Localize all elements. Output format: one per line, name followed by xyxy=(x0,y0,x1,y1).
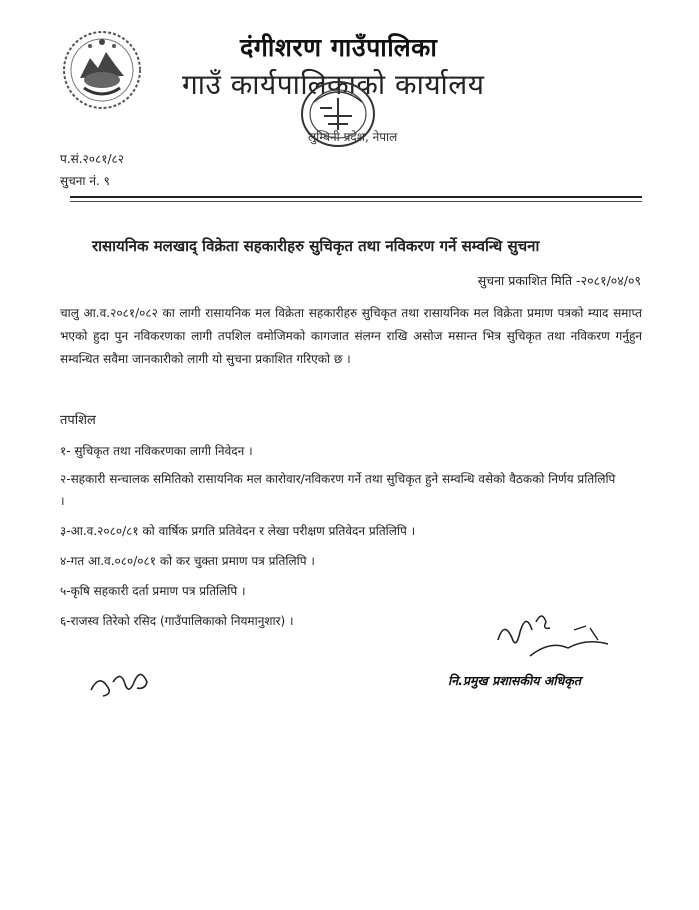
signatory-designation: नि.प्रमुख प्रशासकीय अधिकृत xyxy=(448,673,582,688)
list-item: १- सुचिकृत तथा नविकरणका लागी निवेदन । xyxy=(60,444,253,458)
notice-body: चालु आ.व.२०८१/०८२ का लागी रासायनिक मल विक्रेता सहकारीहरु सुचिकृत तथा रासायनिक मल विक्रेता प्रमाण पत्रको म्याद समाप्त भएको हुदा पुन नविकरणका लागी तपशिल वमोजिमको कागजात संलग्न राखि असोज मसान्त भित्र सुचिकृत तथा नविकरण गर्नुहुन सम्वन्धित सवैमा जानकारीको लागी यो सुचना प्रकाशित गरिएको छ । xyxy=(60,306,642,366)
notice-subject: रासायनिक मलखाद् विक्रेता सहकारीहरु सुचिकृत तथा नविकरण गर्ने सम्वन्धि सुचना xyxy=(92,237,540,255)
letter-number: प.सं.२०८१/८२ xyxy=(60,152,125,166)
municipality-name: दंगीशरण गाउँपालिका xyxy=(240,33,438,62)
signature-icon xyxy=(490,600,620,670)
list-item: ४-गत आ.व.०८०/०८१ को कर चुक्ता प्रमाण पत्र प्रतिलिपि । xyxy=(60,554,315,568)
header-divider-thin xyxy=(70,201,642,202)
notice-number: सुचना नं. ९ xyxy=(60,174,110,188)
office-stamp-icon xyxy=(298,78,378,150)
office-name: गाउँ कार्यपालिकाको कार्यालय xyxy=(182,68,485,101)
list-item: ६-राजस्व तिरेको रसिद (गाउँपालिकाको नियमानुशार) । xyxy=(60,614,294,628)
nepal-emblem-icon xyxy=(60,28,144,112)
publish-date: सुचना प्रकाशित मिति -२०८१/०४/०९ xyxy=(477,273,641,288)
details-heading: तपशिल xyxy=(60,413,96,428)
list-item: ५-कृषि सहकारी दर्ता प्रमाण पत्र प्रतिलिपि । xyxy=(60,584,246,598)
list-item: २-सहकारी सन्चालक समितिको रासायनिक मल कारोवार/नविकरण गर्ने तथा सुचिकृत हुने सम्वन्धि वसेको वैठकको निर्णय प्रतिलिपि । xyxy=(60,472,616,508)
header-divider xyxy=(70,196,642,198)
office-address: लुम्बिनी प्रदेश, नेपाल xyxy=(308,130,398,144)
list-item: ३-आ.व.२०८०/८१ को वार्षिक प्रगति प्रतिवेदन र लेखा परीक्षण प्रतिवेदन प्रतिलिपि । xyxy=(60,524,416,538)
initials-icon xyxy=(85,660,155,702)
